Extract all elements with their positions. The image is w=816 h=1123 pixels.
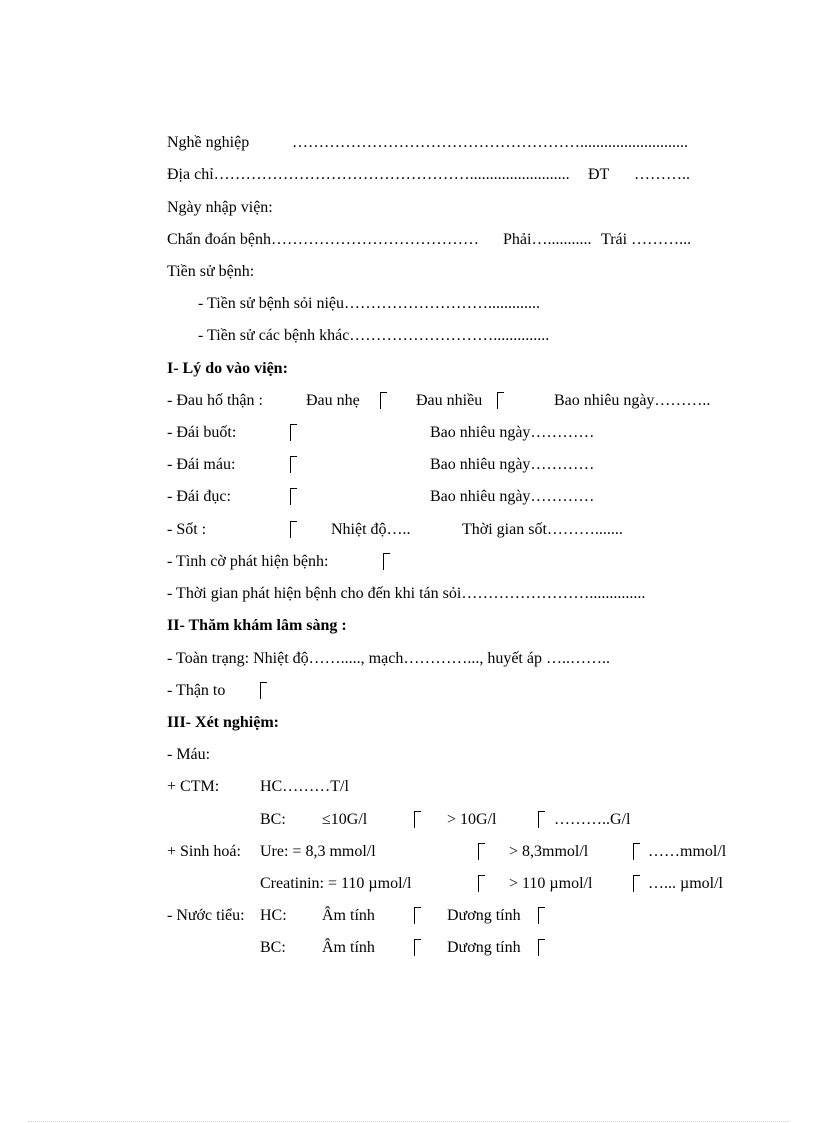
urine-bc-positive-checkbox[interactable] — [538, 939, 545, 956]
hematuria-label: - Đái máu: — [167, 456, 236, 473]
right-side-field[interactable]: Phải…........... — [503, 231, 592, 248]
urine-hc-label: HC: — [260, 907, 287, 924]
time-to-lithotripsy-field[interactable]: - Thời gian phát hiện bệnh cho đến khi tán sỏi…………………….............. — [167, 585, 646, 602]
severe-pain-checkbox[interactable] — [497, 392, 504, 409]
urine-hc-negative-checkbox[interactable] — [414, 907, 421, 924]
dysuria-label: - Đái buốt: — [167, 424, 237, 441]
urine-hc-negative-label: Âm tính — [322, 907, 375, 924]
occupation-label: Nghề nghiệp — [167, 134, 250, 151]
ure-high-label: > 8,3mmol/l — [509, 843, 589, 860]
pyuria-checkbox[interactable] — [290, 488, 297, 505]
flank-pain-label: - Đau hố thận : — [167, 392, 263, 409]
dysuria-checkbox[interactable] — [290, 424, 297, 441]
incidental-label: - Tình cờ phát hiện bệnh: — [167, 553, 329, 570]
hematuria-days-field[interactable]: Bao nhiêu ngày………… — [430, 456, 595, 473]
creatinin-value-field[interactable]: …... µmol/l — [648, 875, 723, 892]
section3-heading: III- Xét nghiệm: — [167, 714, 279, 731]
pyuria-label: - Đái đục: — [167, 488, 231, 505]
ctm-label: + CTM: — [167, 778, 220, 795]
urine-hc-positive-checkbox[interactable] — [538, 907, 545, 924]
ure-high-checkbox[interactable] — [633, 843, 640, 860]
severe-pain-label: Đau nhiều — [416, 392, 483, 409]
section2-heading: II- Thăm khám lâm sàng : — [167, 617, 347, 634]
fever-duration-field[interactable]: Thời gian sốt………....... — [462, 521, 623, 538]
creatinin-normal-checkbox[interactable] — [478, 875, 485, 892]
urine-bc-negative-label: Âm tính — [322, 939, 375, 956]
biochem-label: + Sinh hoá: — [167, 843, 241, 860]
urine-bc-positive-label: Dương tính — [447, 939, 521, 956]
urine-hc-positive-label: Dương tính — [447, 907, 521, 924]
dysuria-days-field[interactable]: Bao nhiêu ngày………… — [430, 424, 595, 441]
section1-heading: I- Lý do vào viện: — [167, 360, 288, 377]
kidney-enlarged-label: - Thận to — [167, 682, 226, 699]
fever-temperature-field[interactable]: Nhiệt độ….. — [331, 521, 411, 538]
mild-pain-label: Đau nhẹ — [306, 392, 360, 409]
urine-bc-label: BC: — [260, 939, 286, 956]
phone-field[interactable]: ……….. — [634, 166, 690, 183]
creatinin-high-checkbox[interactable] — [633, 875, 640, 892]
pain-days-field[interactable]: Bao nhiêu ngày……….. — [554, 392, 711, 409]
bc-high-checkbox[interactable] — [538, 811, 545, 828]
occupation-field[interactable]: ………………………………………………........................... — [292, 134, 688, 151]
hematuria-checkbox[interactable] — [290, 456, 297, 473]
ure-value-field[interactable]: ……mmol/l — [648, 843, 727, 860]
ure-label: Ure: = 8,3 mmol/l — [260, 843, 376, 860]
page-bottom-rule — [28, 1121, 788, 1122]
bc-low-label: ≤10G/l — [322, 811, 368, 828]
admission-date-label: Ngày nhập viện: — [167, 199, 273, 216]
kidney-enlarged-checkbox[interactable] — [260, 682, 267, 699]
diagnosis-field[interactable]: Chẩn đoán bệnh………………………………… — [167, 231, 479, 248]
incidental-checkbox[interactable] — [383, 553, 390, 570]
history-stones-field[interactable]: - Tiền sử bệnh sỏi niệu………………………............. — [198, 295, 541, 312]
bc-value-field[interactable]: ………..G/l — [554, 811, 631, 828]
fever-checkbox[interactable] — [290, 521, 297, 538]
bc-high-label: > 10G/l — [447, 811, 497, 828]
hc-field[interactable]: HC………T/l — [260, 778, 349, 795]
left-side-field[interactable]: Trái ………... — [601, 231, 692, 248]
urine-bc-negative-checkbox[interactable] — [414, 939, 421, 956]
creatinin-label: Creatinin: = 110 µmol/l — [260, 875, 412, 892]
fever-label: - Sốt : — [167, 521, 207, 538]
creatinin-high-label: > 110 µmol/l — [509, 875, 593, 892]
urine-label: - Nước tiểu: — [167, 907, 245, 924]
address-field[interactable]: Địa chỉ…………………………………………......................... — [167, 166, 570, 183]
mild-pain-checkbox[interactable] — [380, 392, 387, 409]
general-condition-field[interactable]: - Toàn trạng: Nhiệt độ……....., mạch…………..., huyết áp …..…….. — [167, 650, 610, 667]
bc-label: BC: — [260, 811, 286, 828]
pyuria-days-field[interactable]: Bao nhiêu ngày………… — [430, 488, 595, 505]
phone-label: ĐT — [588, 166, 610, 183]
blood-label: - Máu: — [167, 746, 211, 763]
bc-low-checkbox[interactable] — [414, 811, 421, 828]
history-other-field[interactable]: - Tiền sử các bệnh khác……………………….............. — [198, 327, 550, 344]
ure-normal-checkbox[interactable] — [478, 843, 485, 860]
history-label: Tiền sử bệnh: — [167, 263, 255, 280]
